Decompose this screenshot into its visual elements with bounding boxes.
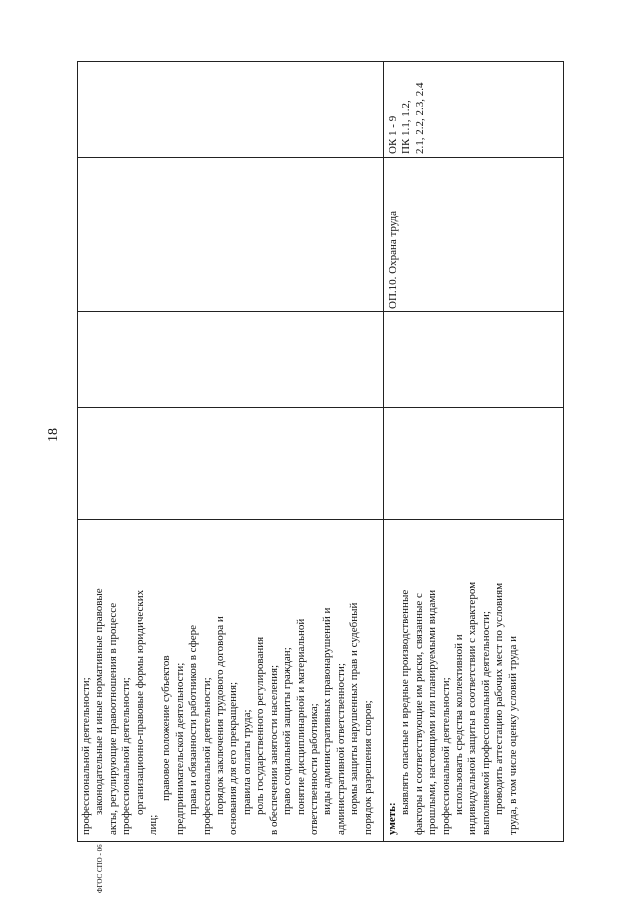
list-item: основания для его прекращения; <box>227 681 240 835</box>
list-item: профессиональной деятельности; <box>439 677 452 835</box>
empty-cell <box>78 408 384 520</box>
skills-heading: уметь: <box>386 802 398 835</box>
list-item: использовать средства коллективной и <box>453 634 466 815</box>
list-item: понятие дисциплинарной и материальной <box>294 618 307 815</box>
empty-cell <box>78 62 384 158</box>
footer-code: ФГОС СПО - 06 <box>96 844 104 893</box>
list-item: проводить аттестацию рабочих мест по условиям <box>493 582 506 815</box>
competency-item: ОК 1 - 9 <box>387 115 399 154</box>
list-item: профессиональной деятельности; <box>80 677 92 835</box>
empty-cell <box>384 408 564 520</box>
list-item: в обеспечении занятости населения; <box>267 664 280 835</box>
competencies-cell <box>384 62 564 158</box>
list-item: профессиональной деятельности; <box>200 677 213 835</box>
list-item: право социальной защиты граждан; <box>281 647 294 815</box>
document-table <box>77 61 564 842</box>
empty-cell <box>384 312 564 408</box>
list-item: труда, в том числе оценку условий труда и <box>506 635 519 835</box>
list-item: права и обязанности работников в сфере <box>187 624 200 815</box>
list-item: факторы и соответствующие им риски, связанные с <box>412 593 425 835</box>
competency-item: 2.1, 2.2, 2.3, 2.4 <box>413 82 426 154</box>
list-item: индивидуальной защиты в соответствии с характером <box>466 581 479 835</box>
list-item: выполняемой профессиональной деятельности; <box>479 611 492 835</box>
table-row <box>78 62 384 842</box>
table-row <box>384 62 564 842</box>
list-item: роль государственного регулирования <box>254 636 267 815</box>
list-item: порядок разрешения споров; <box>361 700 374 835</box>
list-item: правила оплаты труда; <box>240 709 253 815</box>
list-item: нормы защиты нарушенных прав и судебный <box>348 602 361 815</box>
rotated-page <box>77 62 563 842</box>
list-item: лиц; <box>147 814 160 835</box>
competencies-list <box>387 65 427 154</box>
list-item: законодательные и иные нормативные правовые <box>93 588 106 815</box>
skills-cell <box>384 520 564 842</box>
list-item: порядок заключения трудового договора и <box>214 616 227 815</box>
page-number: 18 <box>46 428 61 442</box>
discipline-name: ОП.10. Охрана труда <box>387 210 399 309</box>
knowledge-cell <box>78 520 384 842</box>
list-item: акты, регулирующие правоотношения в процессе <box>106 602 119 835</box>
list-item: виды административных правонарушений и <box>321 607 334 815</box>
discipline-cell <box>384 158 564 312</box>
list-item: профессиональной деятельности; <box>120 677 133 835</box>
list-item: выявлять опасные и вредные производственные <box>399 589 412 815</box>
empty-cell <box>78 312 384 408</box>
list-item: организационно-правовые формы юридических <box>133 589 146 815</box>
knowledge-list <box>80 524 375 835</box>
list-item: ответственности работника; <box>307 703 320 835</box>
empty-cell <box>78 158 384 312</box>
list-item: прошлыми, настоящими или планируемыми видами <box>426 589 439 835</box>
skills-list <box>399 524 520 835</box>
competency-item: ПК 1.1, 1.2, <box>400 100 413 154</box>
list-item: предпринимательской деятельности; <box>173 662 186 835</box>
list-item: правовое положение субъектов <box>160 655 173 801</box>
list-item: административной ответственности; <box>334 663 347 835</box>
